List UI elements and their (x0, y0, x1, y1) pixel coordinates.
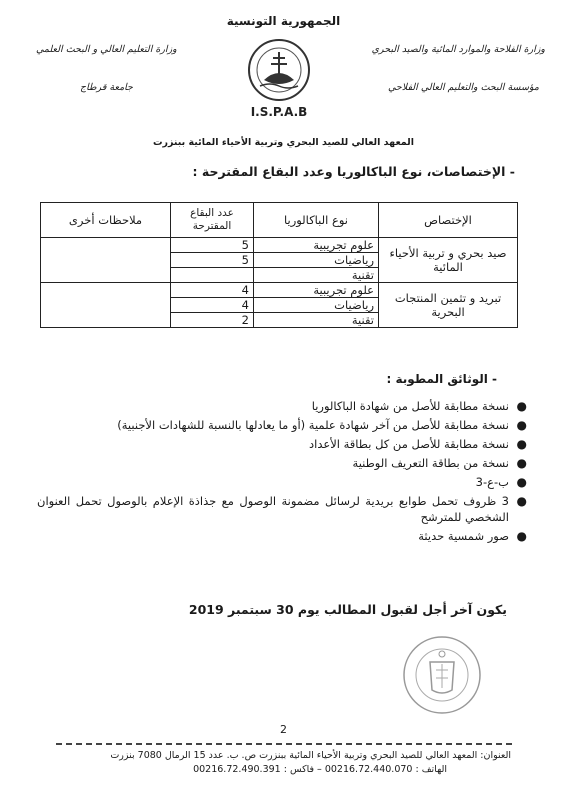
bullet-icon: ● (516, 494, 527, 508)
specialties-table (40, 202, 518, 328)
bac-cell: علوم تجريبية (254, 283, 379, 298)
table-row (41, 283, 518, 298)
seats-cell: 2 (171, 313, 254, 328)
list-item (37, 528, 527, 544)
specialty-cell: صيد بحري و تربية الأحياء المائية (379, 238, 518, 283)
list-item (37, 474, 527, 490)
notes-cell (41, 283, 171, 328)
document-text: ب-ع-3 (475, 475, 509, 489)
footer-address: العنوان: المعهد العالي للصيد البحري وتربية الأحياء المائية ببنزرت ص. ب. عدد 15 الرمال 7080 بنزرت (110, 750, 511, 761)
table-header-row (41, 203, 518, 238)
documents-list (37, 398, 527, 547)
footer-phones: الهاتف : 00216.72.440.070 – فاكس : 00216.72.490.391 (193, 764, 447, 775)
ministry-agriculture: وزارة الفلاحة والموارد المائية والصيد البحري (371, 44, 545, 55)
footer-divider (56, 743, 512, 745)
header-seats: عدد البقاع المقترحة (171, 203, 254, 238)
list-item (37, 455, 527, 471)
document-text: نسخة مطابقة للأصل من كل بطاقة الأعداد (309, 437, 509, 451)
section-title: - الإختصاصات، نوع الباكالوريا وعدد البقاع المقترحة : (192, 164, 515, 179)
header-bac-type: نوع الباكالوريا (254, 203, 379, 238)
seats-cell: 5 (171, 253, 254, 268)
documents-title: - الوثائق المطوبة : (386, 372, 497, 386)
bullet-icon: ● (516, 529, 527, 543)
document-text: 3 ظروف تحمل طوابع بريدية لرسائل مضمونة الوصول مع جذاذة الإعلام بالوصول تحمل العنوان الشخصي للمترشح (37, 494, 509, 524)
header-specialty: الإختصاص (379, 203, 518, 238)
research-institution: مؤسسة البحث والتعليم العالي الفلاحي (388, 82, 539, 93)
document-text: صور شمسية حديثة (418, 529, 509, 543)
bac-cell: تقنية (254, 313, 379, 328)
bac-cell: رياضيات (254, 298, 379, 313)
ministry-higher-education: وزارة التعليم العالي و البحث العلمي (36, 44, 177, 55)
seats-cell: 5 (171, 238, 254, 253)
table-row (41, 238, 518, 253)
bullet-icon: ● (516, 437, 527, 451)
document-text: نسخة مطابقة للأصل من شهادة الباكالوريا (311, 399, 509, 413)
list-item (37, 436, 527, 452)
institute-logo-icon (240, 36, 318, 124)
notes-cell (41, 238, 171, 283)
document-text: نسخة مطابقة للأصل من آخر شهادة علمية (أو ما يعادلها بالنسبة للشهادات الأجنبية) (117, 418, 509, 432)
document-text: نسخة من بطاقة التعريف الوطنية (352, 456, 509, 470)
logo-text: I.S.P.A.B (250, 105, 308, 119)
list-item (37, 398, 527, 414)
institute-name: المعهد العالي للصيد البحري وتربية الأحياء المائية ببنزرت (152, 137, 414, 148)
bac-cell: تقنية (254, 268, 379, 283)
deadline-notice: يكون آخر أجل لقبول المطالب يوم 30 سبتمبر 2019 (188, 602, 507, 617)
republic-header: الجمهورية التونسية (226, 14, 341, 28)
bac-cell: علوم تجريبية (254, 238, 379, 253)
list-item (37, 417, 527, 433)
bullet-icon: ● (516, 418, 527, 432)
seats-cell: 4 (171, 298, 254, 313)
page-number: 2 (280, 723, 287, 736)
bullet-icon: ● (516, 475, 527, 489)
seats-cell: 4 (171, 283, 254, 298)
list-item (37, 493, 527, 525)
bullet-icon: ● (516, 399, 527, 413)
official-stamp-icon (402, 632, 482, 718)
bullet-icon: ● (516, 456, 527, 470)
header-notes: ملاحظات أخرى (41, 203, 171, 238)
seats-cell (171, 268, 254, 283)
bac-cell: رياضيات (254, 253, 379, 268)
specialty-cell: تبريد و تثمين المنتجات البحرية (379, 283, 518, 328)
university-name: جامعة قرطاج (80, 82, 133, 93)
